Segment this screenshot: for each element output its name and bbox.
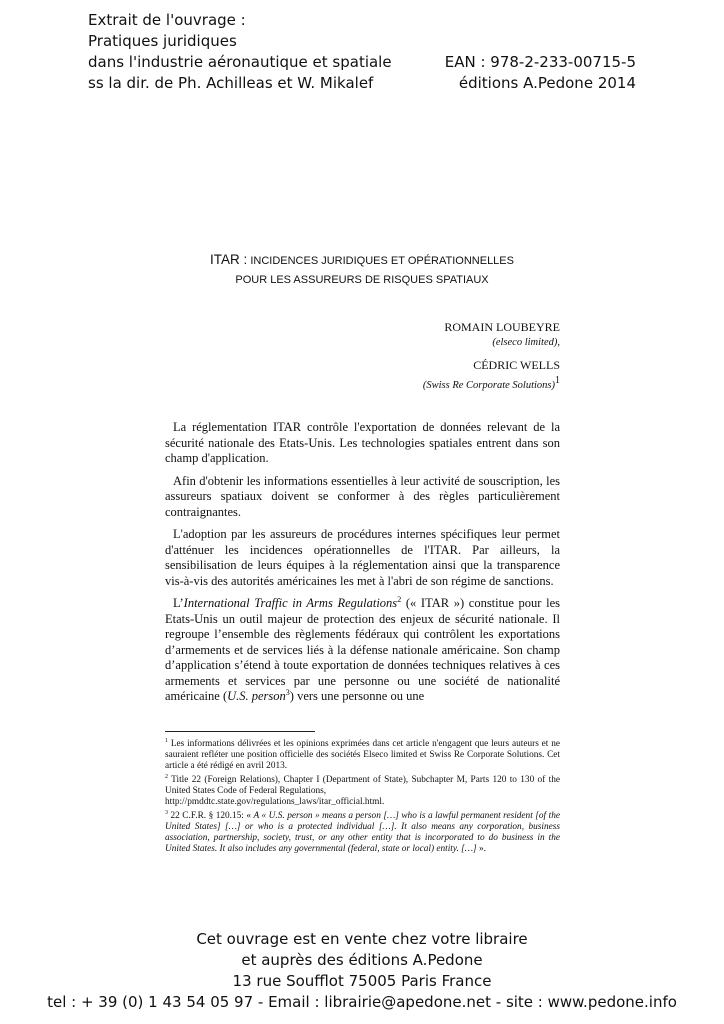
author-name: CÉDRIC WELLS: [473, 358, 560, 372]
footer-contact-line: tel : + 39 (0) 1 43 54 05 97 - Email : librairie@apedone.net - site : www.pedone.info: [47, 993, 677, 1011]
footnote-1: $^1$ Les informations délivrées et les opinions exprimées dans cet article n'engagent que leurs auteurs et ne sauraient refléter une position officielle des sociétés Elseco limited et Swiss Re Corporate Solutions. Cet article a été rédigé en avril 2013.: [165, 738, 560, 772]
title-line-2: POUR LES ASSUREURS DE RISQUES SPATIAUX: [235, 274, 489, 286]
title-text-1: INCIDENCES JURIDIQUES ET OPÉRATIONNELLES: [250, 255, 514, 267]
itar-full-name: International Traffic in Arms Regulations: [183, 596, 398, 610]
header-line: Extrait de l'ouvrage :: [88, 11, 246, 29]
footnote-2: $^2$ Title 22 (Foreign Relations), Chapter I (Department of State), Subchapter M, Parts 120 to 130 of the United States Code of Federal Regulations, http://pmddtc.state.gov/regulations_laws/itar_official.html.: [165, 774, 560, 808]
paragraph: La réglementation ITAR contrôle l'exportation de données relevant de la sécurité nationale des Etats-Unis. Les technologies spatiales entrent dans son champ d'application.: [165, 420, 560, 465]
author-affiliation: (Swiss Re Corporate Solutions): [422, 380, 555, 391]
author-block: [423, 320, 560, 393]
footnote-ref: 1: [555, 375, 560, 386]
footnotes: [165, 736, 560, 855]
paragraph: L'adoption par les assureurs de procédures internes spécifiques leur permet d'atténuer les incidences opérationnelles de l'ITAR. Par ailleurs, la sensibilisation de leurs équipes à la réglementation ainsi que la transparence vis-à-vis des autorités américaines les met à l'abri de son régime de sanctions.: [165, 527, 560, 588]
regulations-url: http://pmddtc.state.gov/regulations_laws/itar_official.html.: [165, 797, 385, 808]
ean-line: EAN : 978-2-233-00715-5: [444, 53, 636, 71]
publisher-line: éditions A.Pedone 2014: [458, 74, 636, 92]
author-affiliation: (elseco limited),: [492, 337, 560, 348]
paragraph: Afin d'obtenir les informations essentielles à leur activité de souscription, les assureurs spatiaux doivent se conformer à des règles particulièrement contraignantes.: [165, 473, 560, 519]
footnote-ref: 3: [285, 687, 290, 697]
paragraph: L’International Traffic in Arms Regulations$^2$ (« ITAR ») constitue pour les Etats-Unis un outil majeur de protection des enjeux de sécurité nationale. Il regroupe l’ensemble des règlements fédéraux qui contrôlent les exportations d’armements et de services liés à la défense nationale américaine. Son champ d’application s’étend à toute exportation de données techniques relatives à ces armements et services par une personne ou une société de nationalité américaine (U.S. person$^3$) vers une personne ou une: [165, 594, 561, 703]
author-affiliation-line: [423, 373, 560, 393]
book-extract-header: [88, 10, 392, 94]
author-name: ROMAIN LOUBEYRE: [444, 320, 560, 334]
sales-footer: [0, 929, 724, 1013]
footnote-ref: 2: [397, 594, 402, 604]
footnote-3: $^3$ 22 C.F.R. § 120.15: « A « U.S. person » means a person […] who is a lawful permanent resident [of the United States] […] or who is a protected individual […]. It also means any corporation, business association, partnership, society, trust, or any other entity that is incorporated to do business in the United States. It also includes any governmental (federal, state or local) entity. […] ».: [165, 810, 560, 855]
article-title: [0, 250, 724, 290]
footer-line: Cet ouvrage est en vente chez votre libraire: [196, 930, 528, 948]
title-acronym: ITAR :: [210, 252, 248, 267]
header-line: Pratiques juridiques: [88, 32, 237, 50]
footer-line: 13 rue Soufflot 75005 Paris France: [232, 972, 492, 990]
article-body: [165, 420, 560, 712]
title-line-1: [0, 250, 724, 271]
header-line: ss la dir. de Ph. Achilleas et W. Mikalef: [88, 74, 374, 92]
publication-info-header: [445, 52, 636, 94]
header-line: dans l'industrie aéronautique et spatiale: [88, 53, 392, 71]
footer-line: et auprès des éditions A.Pedone: [241, 951, 483, 969]
us-person-term: U.S. person: [227, 689, 286, 703]
footnote-divider: [165, 731, 315, 732]
